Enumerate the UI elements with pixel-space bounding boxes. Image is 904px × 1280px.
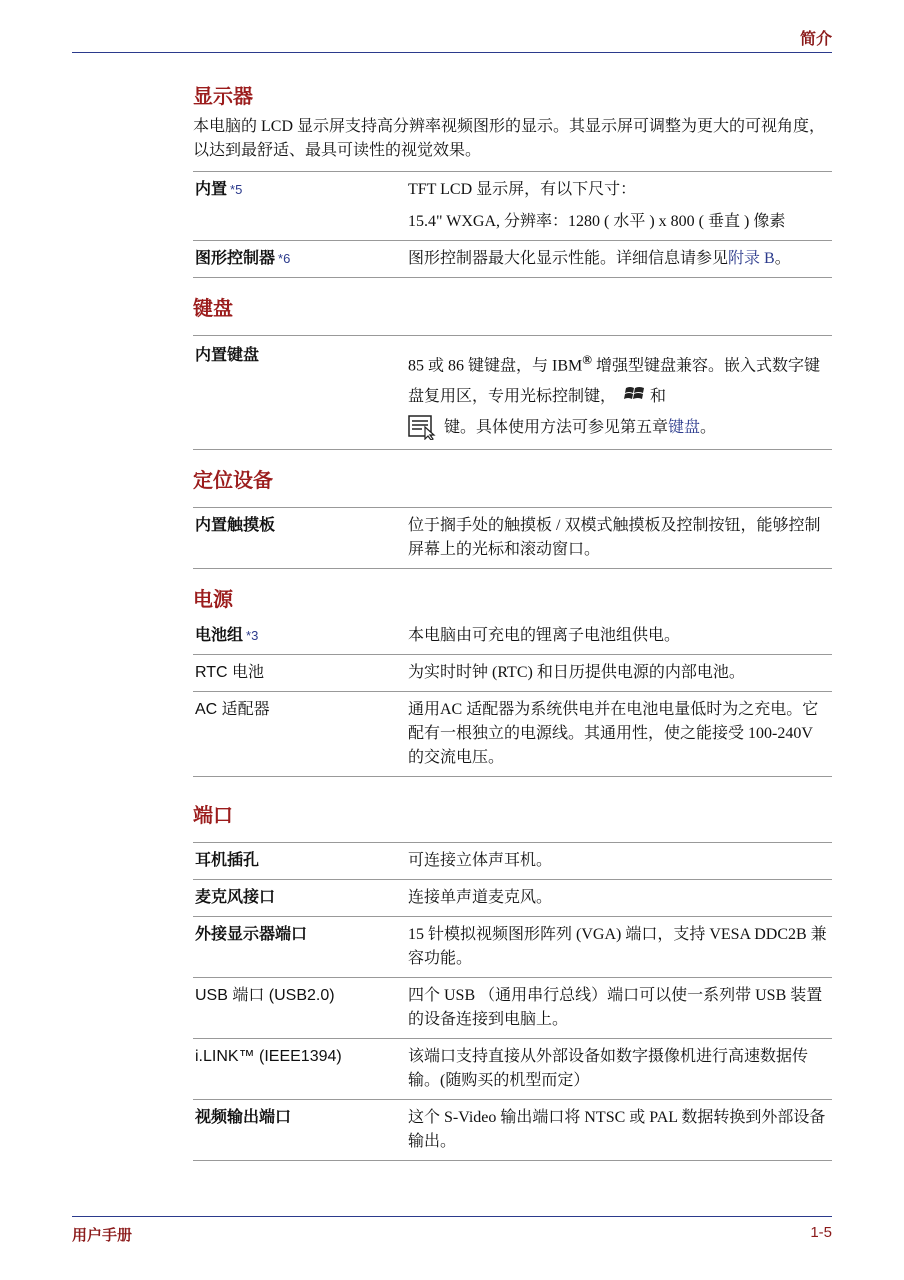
display-spec-table [193, 171, 832, 278]
spec-row-battery [193, 618, 832, 655]
spec-row-builtin-keyboard [193, 336, 832, 450]
spec-label: 外接显示器端口 [195, 926, 308, 944]
page-number: 1-5 [810, 1224, 832, 1241]
section-keyboard [193, 292, 832, 450]
application-key-icon [408, 414, 438, 440]
ports-spec-table [193, 842, 832, 1161]
spec-row-microphone [193, 880, 832, 917]
spec-value: 15 针模拟视频图形阵列 (VGA) 端口，支持 VESA DDC2B 兼容功能。 [408, 926, 827, 968]
display-intro: 本电脑的 LCD 显示屏支持高分辨率视频图形的显示。其显示屏可调整为更大的可视角度，以达到最舒适、最具可读性的视觉效果。 [193, 118, 826, 159]
keyboard-chapter-link[interactable]: 键盘 [668, 419, 701, 437]
spec-label: AC 适配器 [195, 701, 270, 719]
spec-value: 四个 USB （通用串行总线）端口可以使一系列带 USB 装置的设备连接到电脑上。 [408, 987, 823, 1029]
spec-value: 为实时时钟 (RTC) 和日历提供电源的内部电池。 [408, 664, 745, 682]
spec-row-external-monitor [193, 917, 832, 978]
header-divider [72, 52, 832, 53]
chapter-header: 简介 [799, 31, 832, 48]
section-title-pointing: 定位设备 [193, 470, 273, 493]
appendix-b-link[interactable]: 附录 B [728, 250, 775, 267]
spec-value: 该端口支持直接从外部设备如数字摄像机进行高速数据传输。(随购买的机型而定） [408, 1048, 809, 1090]
spec-value: 这个 S-Video 输出端口将 NTSC 或 PAL 数据转换到外部设备输出。 [408, 1109, 826, 1151]
section-display [193, 80, 832, 278]
footnote-ref[interactable]: *6 [278, 251, 291, 266]
spec-row-video-out [193, 1100, 832, 1161]
section-ports [193, 799, 832, 1161]
footnote-ref[interactable]: *3 [246, 628, 259, 644]
spec-value: 可连接立体声耳机。 [408, 852, 553, 870]
spec-label: 麦克风接口 [195, 889, 276, 907]
footnote-ref[interactable]: *5 [230, 182, 243, 197]
spec-row-ilink [193, 1039, 832, 1100]
spec-value: 本电脑由可充电的锂离子电池组供电。 [408, 627, 681, 645]
section-pointing-device [193, 464, 832, 569]
spec-label: 电池组 *3 [195, 627, 259, 645]
footer-manual-title: 用户手册 [72, 1227, 133, 1244]
spec-label: 视频输出端口 [195, 1109, 292, 1127]
spec-value: 通用AC 适配器为系统供电并在电池电量低时为之充电。它配有一根独立的电源线。其通用性，使之能接受 100-240V 的交流电压。 [408, 701, 819, 767]
section-power [193, 583, 832, 777]
spec-row-touchpad [193, 508, 832, 569]
pointing-spec-table [193, 507, 832, 569]
spec-row-builtin-display [193, 172, 832, 241]
spec-value: TFT LCD 显示屏，有以下尺寸： 15.4" WXGA, 分辨率：1280 ( 水平 ) x 800 ( 垂直 ) 像素 [408, 181, 786, 230]
keyboard-spec-table [193, 335, 832, 450]
spec-row-ac-adapter [193, 692, 832, 777]
spec-label: 内置 *5 [195, 181, 243, 198]
spec-label: i.LINK™ (IEEE1394) [195, 1048, 342, 1066]
page-content [193, 80, 832, 1161]
power-spec-table [193, 618, 832, 777]
section-title-ports: 端口 [193, 805, 233, 828]
spec-label: USB 端口 (USB2.0) [195, 987, 335, 1005]
spec-row-headphone [193, 843, 832, 880]
spec-row-rtc-battery [193, 655, 832, 692]
spec-value: 位于搁手处的触摸板 / 双模式触摸板及控制按钮，能够控制屏幕上的光标和滚动窗口。 [408, 517, 821, 559]
spec-label: 耳机插孔 [195, 852, 260, 870]
spec-value: 85 或 86 键键盘，与 IBM® 增强型键盘兼容。嵌入式数字键盘复用区，专用光标控制键， 和 键。具体使用方法可参见第五章键盘。 [408, 344, 832, 443]
spec-row-graphics-controller [193, 241, 832, 278]
spec-label: RTC 电池 [195, 664, 265, 682]
spec-value: 连接单声道麦克风。 [408, 889, 553, 907]
spec-label: 内置键盘 [195, 347, 260, 364]
spec-label: 内置触摸板 [195, 517, 276, 535]
spec-row-usb [193, 978, 832, 1039]
spec-value: 图形控制器最大化显示性能。详细信息请参见附录 B。 [408, 250, 791, 267]
spec-label: 图形控制器 *6 [195, 250, 291, 267]
windows-key-icon [624, 384, 646, 404]
section-title-display: 显示器 [193, 86, 253, 108]
footer-divider [72, 1216, 832, 1217]
section-title-power: 电源 [193, 589, 233, 612]
section-title-keyboard: 键盘 [193, 298, 233, 320]
